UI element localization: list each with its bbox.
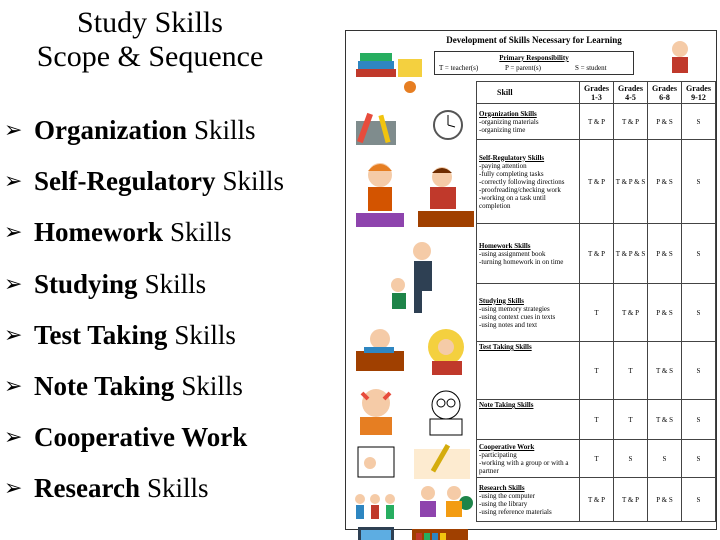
skill-items: -using memory strategies -using context cues in texts -using notes and text: [479, 304, 556, 329]
bullet-item: [4, 463, 344, 514]
bullet-rest: Skills: [146, 473, 209, 504]
table-cell: T: [580, 342, 614, 400]
arrow-bullet-icon: ➢: [4, 374, 23, 400]
skill-items: -participating -working with a group or with a partner: [479, 450, 569, 475]
bullet-item: [4, 310, 344, 361]
test-paper-icon: [352, 443, 402, 481]
bullet-bold: Test Taking: [34, 319, 168, 350]
skill-heading: Homework Skills: [479, 241, 531, 250]
table-row: [477, 342, 716, 400]
title-line-2: Scope & Sequence: [36, 40, 264, 73]
table-cell: T & P: [580, 478, 614, 522]
bullet-bold: Cooperative Work: [34, 422, 248, 453]
table-cell: P & S: [648, 140, 682, 224]
table-cell: S: [682, 104, 716, 140]
reading-child-icon: [416, 325, 478, 381]
bullet-rest: Skills: [174, 319, 236, 350]
skill-heading: Organization Skills: [479, 109, 537, 118]
table-cell: P & S: [648, 284, 682, 342]
slide-title: [0, 6, 300, 74]
bullet-bold: Studying: [34, 268, 138, 299]
skill-description: [477, 284, 580, 342]
skill-description: [477, 440, 580, 478]
table-cell: P & S: [648, 224, 682, 284]
table-cell: S: [614, 440, 648, 478]
bullet-rest: Skills: [222, 166, 284, 197]
legend-teacher: T = teacher(s): [439, 64, 479, 72]
table-cell: S: [682, 284, 716, 342]
desk-supplies-icon: [352, 111, 410, 151]
skill-heading: Cooperative Work: [479, 442, 535, 451]
arrow-bullet-icon: ➢: [4, 271, 23, 297]
scope-sequence-document: [345, 30, 717, 530]
student-clipart-icon: [646, 37, 714, 79]
bullet-item: [4, 259, 344, 310]
skills-grade-table: [476, 81, 716, 522]
table-cell: T & P & S: [614, 140, 648, 224]
legend-parent: P = parent(s): [505, 64, 541, 72]
table-row: [477, 440, 716, 478]
table-row: [477, 400, 716, 440]
table-cell: S: [682, 224, 716, 284]
library-icon: [408, 523, 472, 540]
table-cell: T & P: [614, 284, 648, 342]
table-cell: S: [682, 140, 716, 224]
bullet-bold: Homework: [34, 217, 163, 248]
title-line-1: Study Skills: [77, 6, 223, 39]
kids-collaborating-icon: [410, 481, 474, 521]
skill-heading: Test Taking Skills: [479, 343, 532, 351]
column-header-grade: Grades 1-3: [580, 82, 614, 104]
bullet-item: [4, 412, 344, 463]
table-cell: S: [682, 440, 716, 478]
skill-description: [477, 224, 580, 284]
table-cell: T & S: [648, 400, 682, 440]
skills-bullet-list: [4, 105, 344, 515]
bullet-item: [4, 156, 344, 207]
arrow-bullet-icon: ➢: [4, 220, 23, 246]
books-clipart-icon: [350, 39, 428, 99]
student-studying-icon: [350, 321, 410, 379]
table-cell: T: [614, 342, 648, 400]
bullet-rest: Skills: [181, 371, 243, 402]
table-cell: T: [614, 400, 648, 440]
column-header-grade: Grades 6-8: [648, 82, 682, 104]
table-cell: T: [580, 440, 614, 478]
legend-heading: Primary Responsibility: [499, 54, 569, 62]
table-cell: T & P: [614, 104, 648, 140]
skill-heading: Research Skills: [479, 483, 525, 492]
skill-items: -using assignment book -turning homework in on time: [479, 249, 564, 266]
skill-items: -using the computer -using the library -using reference materials: [479, 491, 552, 516]
skill-items: -paying attention -fully completing tasks -correctly following directions -proofreading/checking work -working on a task until completion: [479, 161, 565, 210]
skill-description: [477, 104, 580, 140]
bullet-bold: Note Taking: [34, 371, 175, 402]
table-row: [477, 140, 716, 224]
stressed-student-icon: [348, 383, 408, 439]
thinking-child-icon: [416, 385, 476, 439]
bullet-rest: Skills: [194, 115, 256, 146]
bullet-rest: Skills: [169, 217, 232, 248]
skill-description: [477, 400, 580, 440]
table-cell: S: [648, 440, 682, 478]
arrow-bullet-icon: ➢: [4, 118, 23, 144]
child-with-books-icon: [350, 157, 410, 233]
hand-writing-icon: [410, 441, 474, 483]
arrow-bullet-icon: ➢: [4, 169, 23, 195]
table-cell: T & P: [580, 104, 614, 140]
teacher-with-child-icon: [386, 239, 442, 317]
table-cell: S: [682, 342, 716, 400]
skill-description: [477, 478, 580, 522]
bullet-rest: Skills: [144, 268, 207, 299]
column-header-grade: Grades 9-12: [682, 82, 716, 104]
skill-description: [477, 342, 580, 400]
table-cell: T & S: [648, 342, 682, 400]
bullet-bold: Research: [34, 473, 140, 504]
table-cell: T: [580, 284, 614, 342]
clock-icon: [424, 105, 472, 145]
student-writing-icon: [414, 163, 478, 233]
bullet-bold: Self-Regulatory: [34, 166, 216, 197]
arrow-bullet-icon: ➢: [4, 322, 23, 348]
table-header-row: [477, 82, 716, 104]
legend-student: S = student: [575, 64, 607, 72]
bullet-item: [4, 207, 344, 258]
table-cell: P & S: [648, 104, 682, 140]
table-cell: T & P: [580, 140, 614, 224]
table-cell: T & P & S: [614, 224, 648, 284]
column-header-skill: Skill: [477, 82, 580, 104]
table-cell: T & P: [614, 478, 648, 522]
arrow-bullet-icon: ➢: [4, 425, 23, 451]
table-row: [477, 224, 716, 284]
bullet-bold: Organization: [34, 115, 187, 146]
table-row: [477, 478, 716, 522]
table-cell: T: [580, 400, 614, 440]
bullet-item: [4, 105, 344, 156]
skill-heading: Self-Regulatory Skills: [479, 153, 545, 162]
table-cell: S: [682, 478, 716, 522]
table-cell: S: [682, 400, 716, 440]
bullet-item: [4, 361, 344, 412]
responsibility-legend: [434, 51, 634, 75]
skill-heading: Studying Skills: [479, 296, 524, 305]
table-cell: P & S: [648, 478, 682, 522]
skill-description: [477, 140, 580, 224]
table-cell: T & P: [580, 224, 614, 284]
skill-heading: Note Taking Skills: [479, 401, 534, 409]
children-group-icon: [350, 489, 400, 525]
skill-items: -organizing materials -organizing time: [479, 117, 539, 134]
arrow-bullet-icon: ➢: [4, 476, 23, 502]
table-row: [477, 104, 716, 140]
laptop-icon: [348, 523, 404, 540]
column-header-grade: Grades 4-5: [614, 82, 648, 104]
document-title: Development of Skills Necessary for Learning: [446, 35, 622, 45]
table-row: [477, 284, 716, 342]
